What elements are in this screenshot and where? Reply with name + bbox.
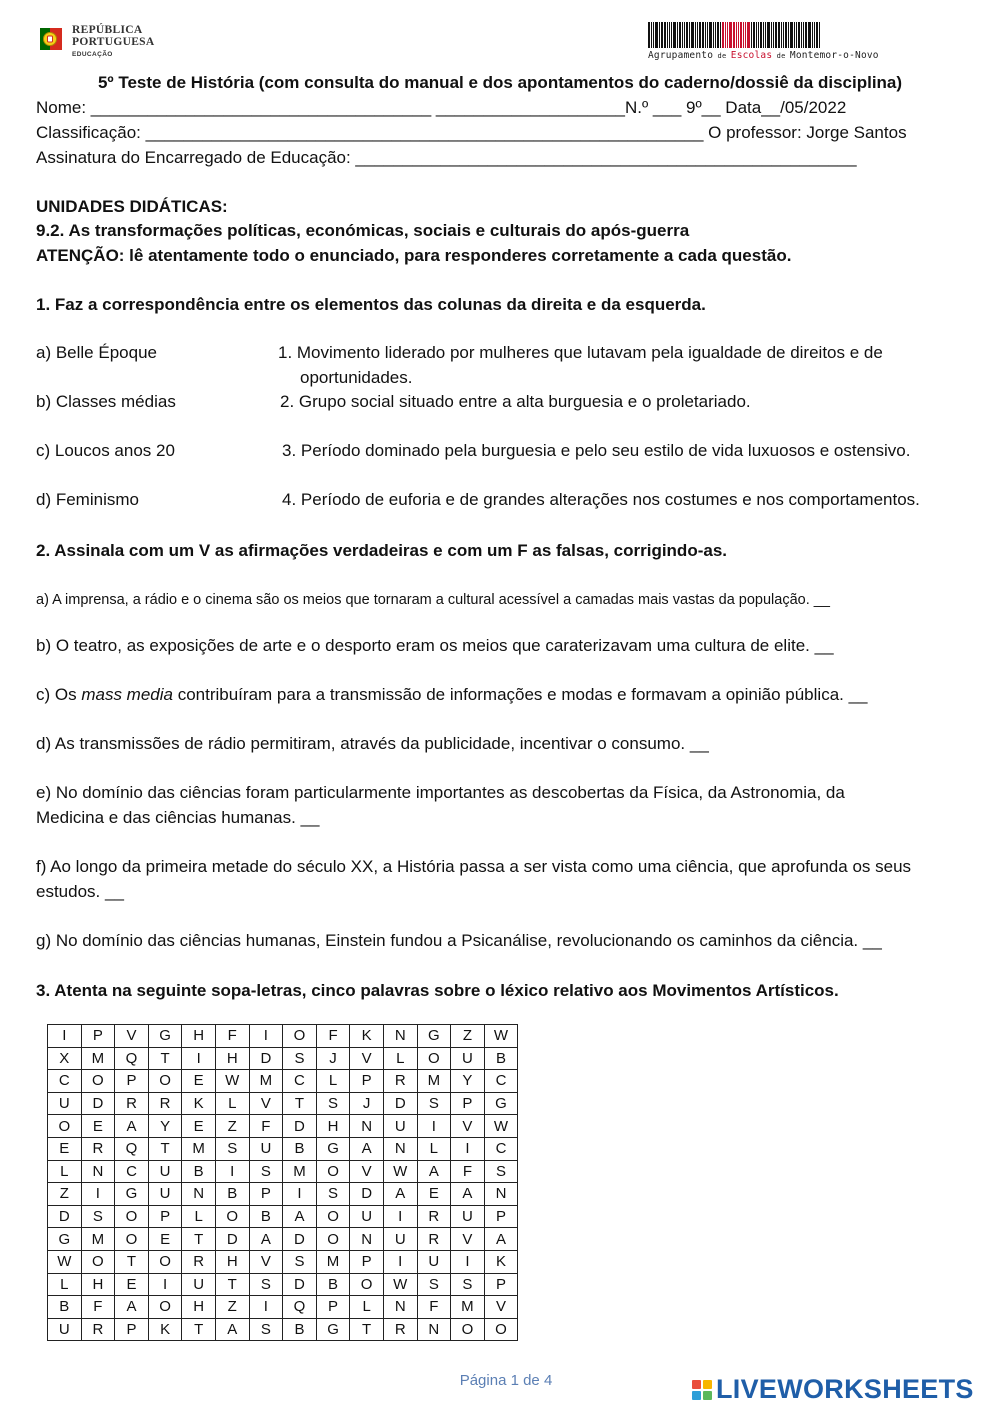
grid-cell[interactable]: N xyxy=(350,1228,384,1251)
grid-cell[interactable]: C xyxy=(115,1160,149,1183)
q2-statement-b[interactable]: b) O teatro, as exposições de arte e o desporto eram os meios que caraterizavam uma cultura de elite. __ xyxy=(36,636,834,655)
grid-row xyxy=(48,1070,518,1093)
grid-cell[interactable]: V xyxy=(249,1250,283,1273)
unit-title: 9.2. As transformações políticas, económicas, sociais e culturais do após-guerra xyxy=(36,221,690,240)
grid-cell[interactable]: A xyxy=(417,1160,451,1183)
grid-cell[interactable]: O xyxy=(148,1250,182,1273)
grid-cell[interactable]: V xyxy=(451,1115,485,1138)
grade-field-line[interactable]: Classificação: ___________________________________________________________ O professor: Jorge Santos xyxy=(36,123,907,142)
name-field-line[interactable]: Nome: ____________________________________ ____________________N.º ___ 9º__ Data__/05/2022 xyxy=(36,98,847,117)
grid-cell[interactable]: S xyxy=(283,1047,317,1070)
grid-cell[interactable]: G xyxy=(115,1183,149,1206)
grid-cell[interactable]: R xyxy=(81,1318,115,1341)
grid-cell[interactable]: O xyxy=(215,1205,249,1228)
grid-cell[interactable]: Z xyxy=(215,1115,249,1138)
grid-cell[interactable]: O xyxy=(81,1250,115,1273)
grid-cell[interactable]: L xyxy=(48,1273,82,1296)
grid-cell[interactable]: O xyxy=(148,1070,182,1093)
school-name: Agrupamento de Escolas de Montemor-o-Novo xyxy=(648,50,879,61)
grid-cell[interactable]: I xyxy=(249,1296,283,1319)
grid-cell[interactable]: W xyxy=(383,1273,417,1296)
grid-cell[interactable]: M xyxy=(81,1047,115,1070)
grid-cell[interactable]: E xyxy=(115,1273,149,1296)
q1-right-item: 1. Movimento liderado por mulheres que lutavam pela igualdade de direitos e de xyxy=(278,343,883,362)
grid-cell[interactable]: P xyxy=(148,1205,182,1228)
grid-cell[interactable]: R xyxy=(417,1205,451,1228)
q2-statement-a[interactable]: a) A imprensa, a rádio e o cinema são os meios que tornaram a cultural acessível a camadas mais vastas da população. __ xyxy=(36,592,830,608)
grid-cell[interactable]: W xyxy=(484,1025,518,1048)
grid-cell[interactable]: N xyxy=(383,1296,417,1319)
grid-cell[interactable]: R xyxy=(182,1250,216,1273)
liveworksheets-mark-icon xyxy=(692,1380,712,1400)
grid-cell[interactable]: F xyxy=(316,1025,350,1048)
signature-field-line[interactable]: Assinatura do Encarregado de Educação: _____________________________________________________ xyxy=(36,148,857,167)
grid-cell[interactable]: D xyxy=(383,1092,417,1115)
grid-cell[interactable]: V xyxy=(350,1047,384,1070)
q2-statement-g[interactable]: g) No domínio das ciências humanas, Einstein fundou a Psicanálise, revolucionando os caminhos da ciência. __ xyxy=(36,931,882,950)
grid-row xyxy=(48,1205,518,1228)
grid-cell[interactable]: M xyxy=(316,1250,350,1273)
grid-cell[interactable]: M xyxy=(81,1228,115,1251)
grid-cell[interactable]: E xyxy=(81,1115,115,1138)
grid-cell[interactable]: A xyxy=(215,1318,249,1341)
grid-cell[interactable]: V xyxy=(249,1092,283,1115)
grid-cell[interactable]: K xyxy=(484,1250,518,1273)
grid-cell[interactable]: A xyxy=(451,1183,485,1206)
grid-cell[interactable]: K xyxy=(182,1092,216,1115)
grid-cell[interactable]: P xyxy=(350,1070,384,1093)
grid-cell[interactable]: V xyxy=(451,1228,485,1251)
grid-cell[interactable]: P xyxy=(316,1296,350,1319)
q1-left-item: c) Loucos anos 20 xyxy=(36,441,175,460)
grid-cell[interactable]: Q xyxy=(115,1137,149,1160)
grid-cell[interactable]: W xyxy=(215,1070,249,1093)
grid-cell[interactable]: F xyxy=(451,1160,485,1183)
grid-cell[interactable]: U xyxy=(249,1137,283,1160)
grid-cell[interactable]: D xyxy=(81,1092,115,1115)
grid-cell[interactable]: Y xyxy=(451,1070,485,1093)
grid-cell[interactable]: M xyxy=(283,1160,317,1183)
grid-cell[interactable]: O xyxy=(283,1025,317,1048)
q2-instruction: 2. Assinala com um V as afirmações verdadeiras e com um F as falsas, corrigindo-as. xyxy=(36,541,727,560)
grid-cell[interactable]: S xyxy=(81,1205,115,1228)
grid-cell[interactable]: D xyxy=(283,1228,317,1251)
grid-cell[interactable]: O xyxy=(115,1228,149,1251)
grid-cell[interactable]: H xyxy=(316,1115,350,1138)
q1-right-item: 4. Período de euforia e de grandes alterações nos costumes e nos comportamentos. xyxy=(282,490,920,509)
q2-statement-f-cont[interactable]: estudos. __ xyxy=(36,882,124,901)
grid-cell[interactable]: O xyxy=(484,1318,518,1341)
q1-right-item-cont: oportunidades. xyxy=(300,368,413,387)
grid-cell[interactable]: W xyxy=(383,1160,417,1183)
grid-cell[interactable]: S xyxy=(417,1092,451,1115)
grid-cell[interactable]: B xyxy=(316,1273,350,1296)
grid-cell[interactable]: A xyxy=(249,1228,283,1251)
grid-cell[interactable]: S xyxy=(283,1250,317,1273)
attention-note: ATENÇÃO: lê atentamente todo o enunciado, para responderes corretamente a cada questão. xyxy=(36,246,792,265)
grid-cell[interactable]: R xyxy=(81,1137,115,1160)
grid-cell[interactable]: N xyxy=(417,1318,451,1341)
grid-cell[interactable]: S xyxy=(451,1273,485,1296)
units-heading: UNIDADES DIDÁTICAS: xyxy=(36,197,228,216)
grid-cell[interactable]: P xyxy=(249,1183,283,1206)
grid-cell[interactable]: I xyxy=(81,1183,115,1206)
grid-cell[interactable]: E xyxy=(148,1228,182,1251)
grid-cell[interactable]: A xyxy=(115,1115,149,1138)
grid-cell[interactable]: T xyxy=(350,1318,384,1341)
grid-cell[interactable]: S xyxy=(484,1160,518,1183)
grid-row xyxy=(48,1160,518,1183)
liveworksheets-brand: LIVEWORKSHEETS xyxy=(716,1374,974,1404)
grid-cell[interactable]: R xyxy=(383,1070,417,1093)
grid-cell[interactable]: O xyxy=(417,1047,451,1070)
grid-row xyxy=(48,1183,518,1206)
grid-row xyxy=(48,1137,518,1160)
q1-right-item: 2. Grupo social situado entre a alta burguesia e o proletariado. xyxy=(280,392,751,411)
grid-cell[interactable]: O xyxy=(148,1296,182,1319)
grid-cell[interactable]: H xyxy=(81,1273,115,1296)
grid-cell[interactable]: K xyxy=(148,1318,182,1341)
grid-cell[interactable]: G xyxy=(417,1025,451,1048)
grid-cell[interactable]: A xyxy=(283,1205,317,1228)
grid-cell[interactable]: C xyxy=(283,1070,317,1093)
grid-cell[interactable]: W xyxy=(484,1115,518,1138)
grid-cell[interactable]: G xyxy=(316,1137,350,1160)
grid-cell[interactable]: P xyxy=(484,1205,518,1228)
grid-cell[interactable]: I xyxy=(283,1183,317,1206)
grid-cell[interactable]: Y xyxy=(148,1115,182,1138)
grid-cell[interactable]: U xyxy=(48,1092,82,1115)
grid-cell[interactable]: B xyxy=(249,1205,283,1228)
grid-cell[interactable]: E xyxy=(48,1137,82,1160)
grid-cell[interactable]: M xyxy=(451,1296,485,1319)
grid-cell[interactable]: D xyxy=(249,1047,283,1070)
grid-row xyxy=(48,1318,518,1341)
grid-row xyxy=(48,1115,518,1138)
grid-row xyxy=(48,1092,518,1115)
grid-cell[interactable]: H xyxy=(215,1250,249,1273)
grid-cell[interactable]: U xyxy=(451,1047,485,1070)
grid-cell[interactable]: H xyxy=(182,1296,216,1319)
grid-cell[interactable]: Z xyxy=(48,1183,82,1206)
grid-row xyxy=(48,1047,518,1070)
grid-cell[interactable]: I xyxy=(48,1025,82,1048)
grid-cell[interactable]: O xyxy=(81,1070,115,1093)
grid-cell[interactable]: B xyxy=(283,1318,317,1341)
grid-cell[interactable]: Z xyxy=(451,1025,485,1048)
grid-cell[interactable]: I xyxy=(249,1025,283,1048)
grid-cell[interactable]: N xyxy=(182,1183,216,1206)
school-logo xyxy=(648,22,904,61)
q3-instruction: 3. Atenta na seguinte sopa-letras, cinco palavras sobre o léxico relativo aos Movimentos Artísticos. xyxy=(36,981,839,1000)
grid-cell[interactable]: Q xyxy=(283,1296,317,1319)
grid-cell[interactable]: O xyxy=(316,1205,350,1228)
grid-cell[interactable]: N xyxy=(383,1137,417,1160)
grid-cell[interactable]: P xyxy=(115,1070,149,1093)
grid-cell[interactable]: P xyxy=(350,1250,384,1273)
grid-cell[interactable]: T xyxy=(115,1250,149,1273)
grid-cell[interactable]: U xyxy=(48,1318,82,1341)
grid-row xyxy=(48,1273,518,1296)
grid-cell[interactable]: U xyxy=(148,1183,182,1206)
grid-cell[interactable]: T xyxy=(283,1092,317,1115)
grid-cell[interactable]: X xyxy=(48,1047,82,1070)
word-search-grid[interactable] xyxy=(47,1024,518,1341)
grid-cell[interactable]: L xyxy=(48,1160,82,1183)
grid-cell[interactable]: D xyxy=(283,1115,317,1138)
grid-cell[interactable]: A xyxy=(115,1296,149,1319)
grid-cell[interactable]: T xyxy=(182,1318,216,1341)
grid-cell[interactable]: E xyxy=(182,1115,216,1138)
grid-cell[interactable]: V xyxy=(115,1025,149,1048)
grid-cell[interactable]: D xyxy=(350,1183,384,1206)
grid-cell[interactable]: L xyxy=(215,1092,249,1115)
grid-cell[interactable]: T xyxy=(182,1228,216,1251)
republica-portuguesa-logo xyxy=(36,24,154,58)
grid-row xyxy=(48,1296,518,1319)
q2-statement-f[interactable]: f) Ao longo da primeira metade do século XX, a História passa a ser vista como uma ciência, que aprofunda os seus xyxy=(36,857,912,876)
grid-cell[interactable]: O xyxy=(115,1205,149,1228)
grid-cell[interactable]: R xyxy=(383,1318,417,1341)
grid-cell[interactable]: Z xyxy=(215,1296,249,1319)
grid-cell[interactable]: F xyxy=(215,1025,249,1048)
grid-cell[interactable]: F xyxy=(249,1115,283,1138)
q1-left-item: a) Belle Époque xyxy=(36,343,157,362)
grid-cell[interactable]: U xyxy=(182,1273,216,1296)
grid-cell[interactable]: S xyxy=(316,1183,350,1206)
grid-cell[interactable]: F xyxy=(81,1296,115,1319)
grid-cell[interactable]: A xyxy=(350,1137,384,1160)
grid-cell[interactable]: D xyxy=(283,1273,317,1296)
grid-cell[interactable]: D xyxy=(48,1205,82,1228)
grid-cell[interactable]: I xyxy=(148,1273,182,1296)
grid-cell[interactable]: L xyxy=(316,1070,350,1093)
grid-cell[interactable]: N xyxy=(350,1115,384,1138)
q2-statement-e[interactable]: e) No domínio das ciências foram particularmente importantes as descobertas da Física, da Astronomia, da xyxy=(36,783,845,802)
grid-cell[interactable]: S xyxy=(417,1273,451,1296)
grid-cell[interactable]: U xyxy=(383,1228,417,1251)
grid-cell[interactable]: L xyxy=(182,1205,216,1228)
grid-cell[interactable]: T xyxy=(148,1047,182,1070)
grid-cell[interactable]: A xyxy=(484,1228,518,1251)
grid-cell[interactable]: A xyxy=(383,1183,417,1206)
republic-department: EDUCAÇÃO xyxy=(72,51,113,58)
grid-cell[interactable]: U xyxy=(383,1115,417,1138)
grid-cell[interactable]: U xyxy=(417,1250,451,1273)
grid-cell[interactable]: G xyxy=(148,1025,182,1048)
grid-cell[interactable]: P xyxy=(81,1025,115,1048)
grid-cell[interactable]: P xyxy=(115,1318,149,1341)
grid-cell[interactable]: R xyxy=(148,1092,182,1115)
grid-cell[interactable]: V xyxy=(484,1296,518,1319)
grid-cell[interactable]: K xyxy=(350,1025,384,1048)
grid-cell[interactable]: I xyxy=(383,1205,417,1228)
grid-cell[interactable]: I xyxy=(417,1115,451,1138)
grid-cell[interactable]: I xyxy=(383,1250,417,1273)
grid-cell[interactable]: E xyxy=(182,1070,216,1093)
grid-cell[interactable]: B xyxy=(484,1047,518,1070)
grid-cell[interactable]: S xyxy=(249,1160,283,1183)
grid-cell[interactable]: I xyxy=(451,1250,485,1273)
q1-instruction: 1. Faz a correspondência entre os elementos das colunas da direita e da esquerda. xyxy=(36,295,706,314)
grid-cell[interactable]: N xyxy=(383,1025,417,1048)
grid-cell[interactable]: L xyxy=(417,1137,451,1160)
q2-statement-e-cont[interactable]: Medicina e das ciências humanas. __ xyxy=(36,808,320,827)
grid-cell[interactable]: T xyxy=(148,1137,182,1160)
grid-cell[interactable]: C xyxy=(48,1070,82,1093)
grid-cell[interactable]: O xyxy=(350,1273,384,1296)
grid-cell[interactable]: J xyxy=(316,1047,350,1070)
grid-cell[interactable]: N xyxy=(81,1160,115,1183)
grid-cell[interactable]: D xyxy=(215,1228,249,1251)
grid-cell[interactable]: L xyxy=(350,1296,384,1319)
grid-cell[interactable]: B xyxy=(283,1137,317,1160)
grid-cell[interactable]: G xyxy=(316,1318,350,1341)
grid-cell[interactable]: W xyxy=(48,1250,82,1273)
grid-cell[interactable]: S xyxy=(249,1318,283,1341)
grid-cell[interactable]: G xyxy=(48,1228,82,1251)
grid-cell[interactable]: H xyxy=(215,1047,249,1070)
q1-right-item: 3. Período dominado pela burguesia e pelo seu estilo de vida luxuosos e ostensivo. xyxy=(282,441,911,460)
q2-statement-c[interactable]: c) Os mass media contribuíram para a transmissão de informações e modas e formavam a opinião pública. __ xyxy=(36,685,868,704)
grid-cell[interactable]: V xyxy=(350,1160,384,1183)
grid-cell[interactable]: B xyxy=(215,1183,249,1206)
grid-cell[interactable]: I xyxy=(451,1137,485,1160)
q1-left-item: b) Classes médias xyxy=(36,392,176,411)
grid-row xyxy=(48,1250,518,1273)
grid-cell[interactable]: C xyxy=(484,1137,518,1160)
grid-row xyxy=(48,1025,518,1048)
grid-cell[interactable]: U xyxy=(148,1160,182,1183)
grid-cell[interactable]: H xyxy=(182,1025,216,1048)
grid-cell[interactable]: Q xyxy=(115,1047,149,1070)
grid-cell[interactable]: O xyxy=(316,1228,350,1251)
grid-cell[interactable]: S xyxy=(316,1092,350,1115)
republic-name-line1: REPÚBLICA xyxy=(72,24,143,36)
grid-cell[interactable]: M xyxy=(417,1070,451,1093)
liveworksheets-logo xyxy=(692,1374,974,1405)
grid-cell[interactable]: U xyxy=(451,1205,485,1228)
portugal-emblem-icon xyxy=(36,24,66,54)
grid-row xyxy=(48,1228,518,1251)
grid-cell[interactable]: M xyxy=(249,1070,283,1093)
grid-cell[interactable]: S xyxy=(249,1273,283,1296)
barcode-icon xyxy=(648,22,904,48)
grid-cell[interactable]: I xyxy=(182,1047,216,1070)
republic-name-line2: PORTUGUESA xyxy=(72,36,155,48)
q2-statement-d[interactable]: d) As transmissões de rádio permitiram, através da publicidade, incentivar o consumo. __ xyxy=(36,734,709,753)
grid-cell[interactable]: J xyxy=(350,1092,384,1115)
grid-cell[interactable]: R xyxy=(115,1092,149,1115)
grid-cell[interactable]: P xyxy=(484,1273,518,1296)
grid-cell[interactable]: B xyxy=(182,1160,216,1183)
grid-cell[interactable]: F xyxy=(417,1296,451,1319)
grid-cell[interactable]: N xyxy=(484,1183,518,1206)
grid-cell[interactable]: R xyxy=(417,1228,451,1251)
grid-cell[interactable]: U xyxy=(350,1205,384,1228)
grid-cell[interactable]: B xyxy=(48,1296,82,1319)
grid-cell[interactable]: M xyxy=(182,1137,216,1160)
grid-cell[interactable]: S xyxy=(215,1137,249,1160)
page-number: Página 1 de 4 xyxy=(459,1372,553,1389)
grid-cell[interactable]: I xyxy=(215,1160,249,1183)
grid-cell[interactable]: G xyxy=(484,1092,518,1115)
grid-cell[interactable]: E xyxy=(417,1183,451,1206)
document-title: 5º Teste de História (com consulta do manual e dos apontamentos do caderno/dossiê da disciplina) xyxy=(97,73,903,92)
grid-cell[interactable]: O xyxy=(48,1115,82,1138)
grid-cell[interactable]: C xyxy=(484,1070,518,1093)
grid-cell[interactable]: O xyxy=(316,1160,350,1183)
grid-cell[interactable]: L xyxy=(383,1047,417,1070)
q1-left-item: d) Feminismo xyxy=(36,490,139,509)
grid-cell[interactable]: O xyxy=(451,1318,485,1341)
grid-cell[interactable]: T xyxy=(215,1273,249,1296)
grid-cell[interactable]: P xyxy=(451,1092,485,1115)
